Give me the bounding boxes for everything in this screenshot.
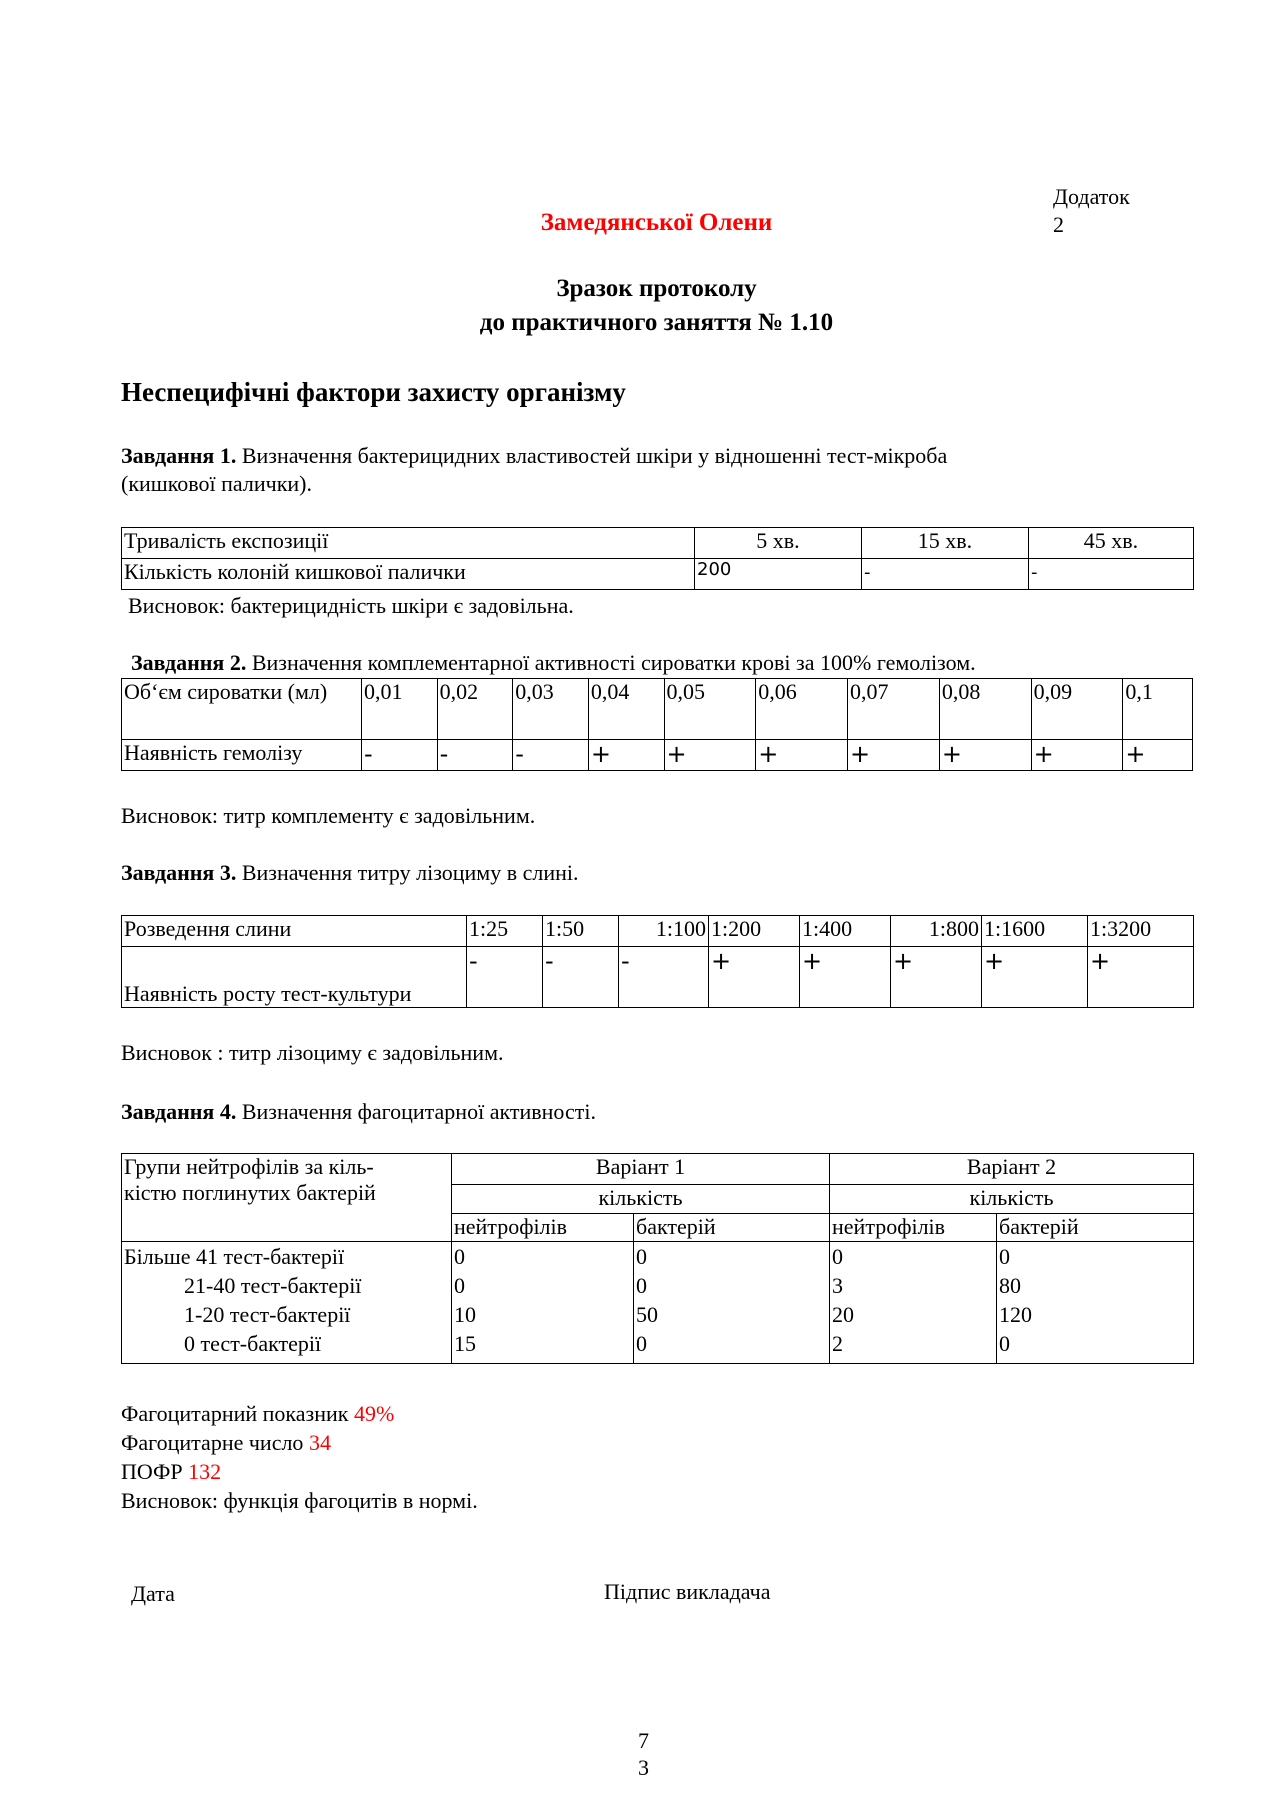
task3-conclusion: Висновок : титр лізоциму є задовільним. bbox=[121, 1040, 504, 1065]
table-cell: + bbox=[1123, 740, 1193, 771]
table-cell: Варіант 2 bbox=[830, 1154, 1194, 1185]
task4-conclusion: Висновок: функція фагоцитів в нормі. bbox=[121, 1488, 478, 1513]
task3-label: Завдання 3. bbox=[121, 860, 237, 885]
task4-description: Завдання 4. Визначення фагоцитарної активності. bbox=[121, 1099, 596, 1124]
table-cell: 0,06 bbox=[756, 679, 848, 740]
protocol-title-line1: Зразок протоколу bbox=[556, 275, 757, 302]
table-cell: + bbox=[939, 740, 1031, 771]
table-cell: Об‘єм сироватки (мл) bbox=[122, 679, 362, 740]
group-row: 0 тест-бактерії bbox=[184, 1331, 322, 1356]
table-cell: + bbox=[1088, 947, 1194, 1008]
task1-label: Завдання 1. bbox=[121, 443, 237, 468]
task4-label: Завдання 4. bbox=[121, 1099, 237, 1124]
table-cell: 0,03 bbox=[513, 679, 589, 740]
protocol-title-line2: до практичного заняття № 1.10 bbox=[479, 309, 834, 336]
table-cell: + bbox=[848, 740, 940, 771]
table-cell: - bbox=[543, 947, 619, 1008]
table-cell: + bbox=[588, 740, 664, 771]
table-cell: Наявність росту тест-культури bbox=[122, 947, 467, 1008]
table-cell: 0 3 20 2 bbox=[830, 1242, 997, 1364]
signature-label: Підпис викладача bbox=[604, 1579, 771, 1604]
appendix-label: Додаток 2 bbox=[1053, 184, 1130, 237]
table-cell: Наявність гемолізу bbox=[122, 740, 362, 771]
page-number: 7 3 bbox=[638, 1728, 649, 1780]
table-cell: + bbox=[891, 947, 982, 1008]
table-cell: + bbox=[1031, 740, 1123, 771]
table-cell: 0,08 bbox=[939, 679, 1031, 740]
pofr: ПОФР 132 bbox=[121, 1459, 222, 1484]
date-label: Дата bbox=[131, 1581, 175, 1606]
table-cell: 15 хв. bbox=[862, 528, 1029, 559]
table-cell: Варіант 1 bbox=[452, 1154, 830, 1185]
phagocytic-number: Фагоцитарне число 34 bbox=[121, 1430, 331, 1455]
table-cell: + bbox=[756, 740, 848, 771]
table-cell: кількість bbox=[830, 1185, 1194, 1214]
table-cell: - bbox=[862, 559, 1029, 590]
protocol-title bbox=[0, 272, 1280, 340]
table-cell: Тривалість експозиції bbox=[122, 528, 695, 559]
table-cell: + bbox=[664, 740, 756, 771]
table-cell: 0 80 120 0 bbox=[997, 1242, 1194, 1364]
group-row: Більше 41 тест-бактерії bbox=[124, 1244, 345, 1269]
table-cell: 0,07 bbox=[848, 679, 940, 740]
table-cell: 0,1 bbox=[1123, 679, 1193, 740]
table-cell: 0,04 bbox=[588, 679, 664, 740]
table-cell: бактерій bbox=[997, 1214, 1194, 1242]
table-cell: 1:100 bbox=[619, 916, 709, 947]
table-cell: + bbox=[982, 947, 1088, 1008]
table-cell: - bbox=[1029, 559, 1194, 590]
task1-conclusion: Висновок: бактерицидність шкіри є задовільна. bbox=[128, 593, 574, 618]
table-cell: - bbox=[513, 740, 589, 771]
task2-conclusion: Висновок: титр комплементу є задовільним. bbox=[121, 803, 536, 828]
table-cell: 1:50 bbox=[543, 916, 619, 947]
table-cell: + bbox=[709, 947, 800, 1008]
table-cell: 0 0 50 0 bbox=[634, 1242, 830, 1364]
task3-description: Завдання 3. Визначення титру лізоциму в слині. bbox=[121, 860, 579, 885]
table-cell: бактерій bbox=[634, 1214, 830, 1242]
task4-results bbox=[121, 1399, 478, 1515]
task2-table bbox=[121, 678, 1193, 771]
task2-label: Завдання 2. bbox=[131, 650, 247, 675]
table-cell bbox=[122, 1214, 452, 1242]
task4-table bbox=[121, 1153, 1194, 1364]
table-cell: нейтрофілів bbox=[830, 1214, 997, 1242]
table-cell: 1:400 bbox=[800, 916, 891, 947]
table-cell: - bbox=[619, 947, 709, 1008]
group-row: 21-40 тест-бактерії bbox=[184, 1273, 362, 1298]
table-cell: 1:25 bbox=[467, 916, 543, 947]
table-cell: - bbox=[437, 740, 513, 771]
table-cell: 1:800 bbox=[891, 916, 982, 947]
student-name: Замедянської Олени bbox=[540, 209, 773, 236]
table-cell: 0,09 bbox=[1031, 679, 1123, 740]
table-cell: нейтрофілів bbox=[452, 1214, 634, 1242]
phagocytic-index: Фагоцитарний показник 49% bbox=[121, 1401, 395, 1426]
table-cell: 0,05 bbox=[664, 679, 756, 740]
task1-table bbox=[121, 527, 1194, 590]
group-row: 1-20 тест-бактерії bbox=[184, 1302, 351, 1327]
topic-heading: Неспецифічні фактори захисту організму bbox=[121, 377, 626, 407]
task2-description: Завдання 2. Визначення комплементарної активності сироватки крові за 100% гемолізом. bbox=[131, 650, 976, 675]
table-cell: 1:200 bbox=[709, 916, 800, 947]
task3-table bbox=[121, 915, 1194, 1008]
table-cell: 1:3200 bbox=[1088, 916, 1194, 947]
task1-description: Завдання 1. Визначення бактерицидних властивостей шкіри у відношенні тест-мікроба (кишкової палички). bbox=[121, 443, 948, 496]
table-cell: - bbox=[362, 740, 438, 771]
table-cell: 200 bbox=[695, 559, 862, 590]
table-cell: 0 0 10 15 bbox=[452, 1242, 634, 1364]
table-cell: Розведення слини bbox=[122, 916, 467, 947]
table-cell: 45 хв. bbox=[1029, 528, 1194, 559]
table-cell: Групи нейтрофілів за кіль- кістю поглинутих бактерій bbox=[122, 1154, 452, 1214]
table-cell: кількість bbox=[452, 1185, 830, 1214]
table-cell: + bbox=[800, 947, 891, 1008]
table-cell: 0,01 bbox=[362, 679, 438, 740]
table-cell: - bbox=[467, 947, 543, 1008]
table-cell bbox=[122, 1242, 452, 1364]
table-cell: 1:1600 bbox=[982, 916, 1088, 947]
table-cell: 0,02 bbox=[437, 679, 513, 740]
table-cell: Кількість колоній кишкової палички bbox=[122, 559, 695, 590]
table-cell: 5 хв. bbox=[695, 528, 862, 559]
